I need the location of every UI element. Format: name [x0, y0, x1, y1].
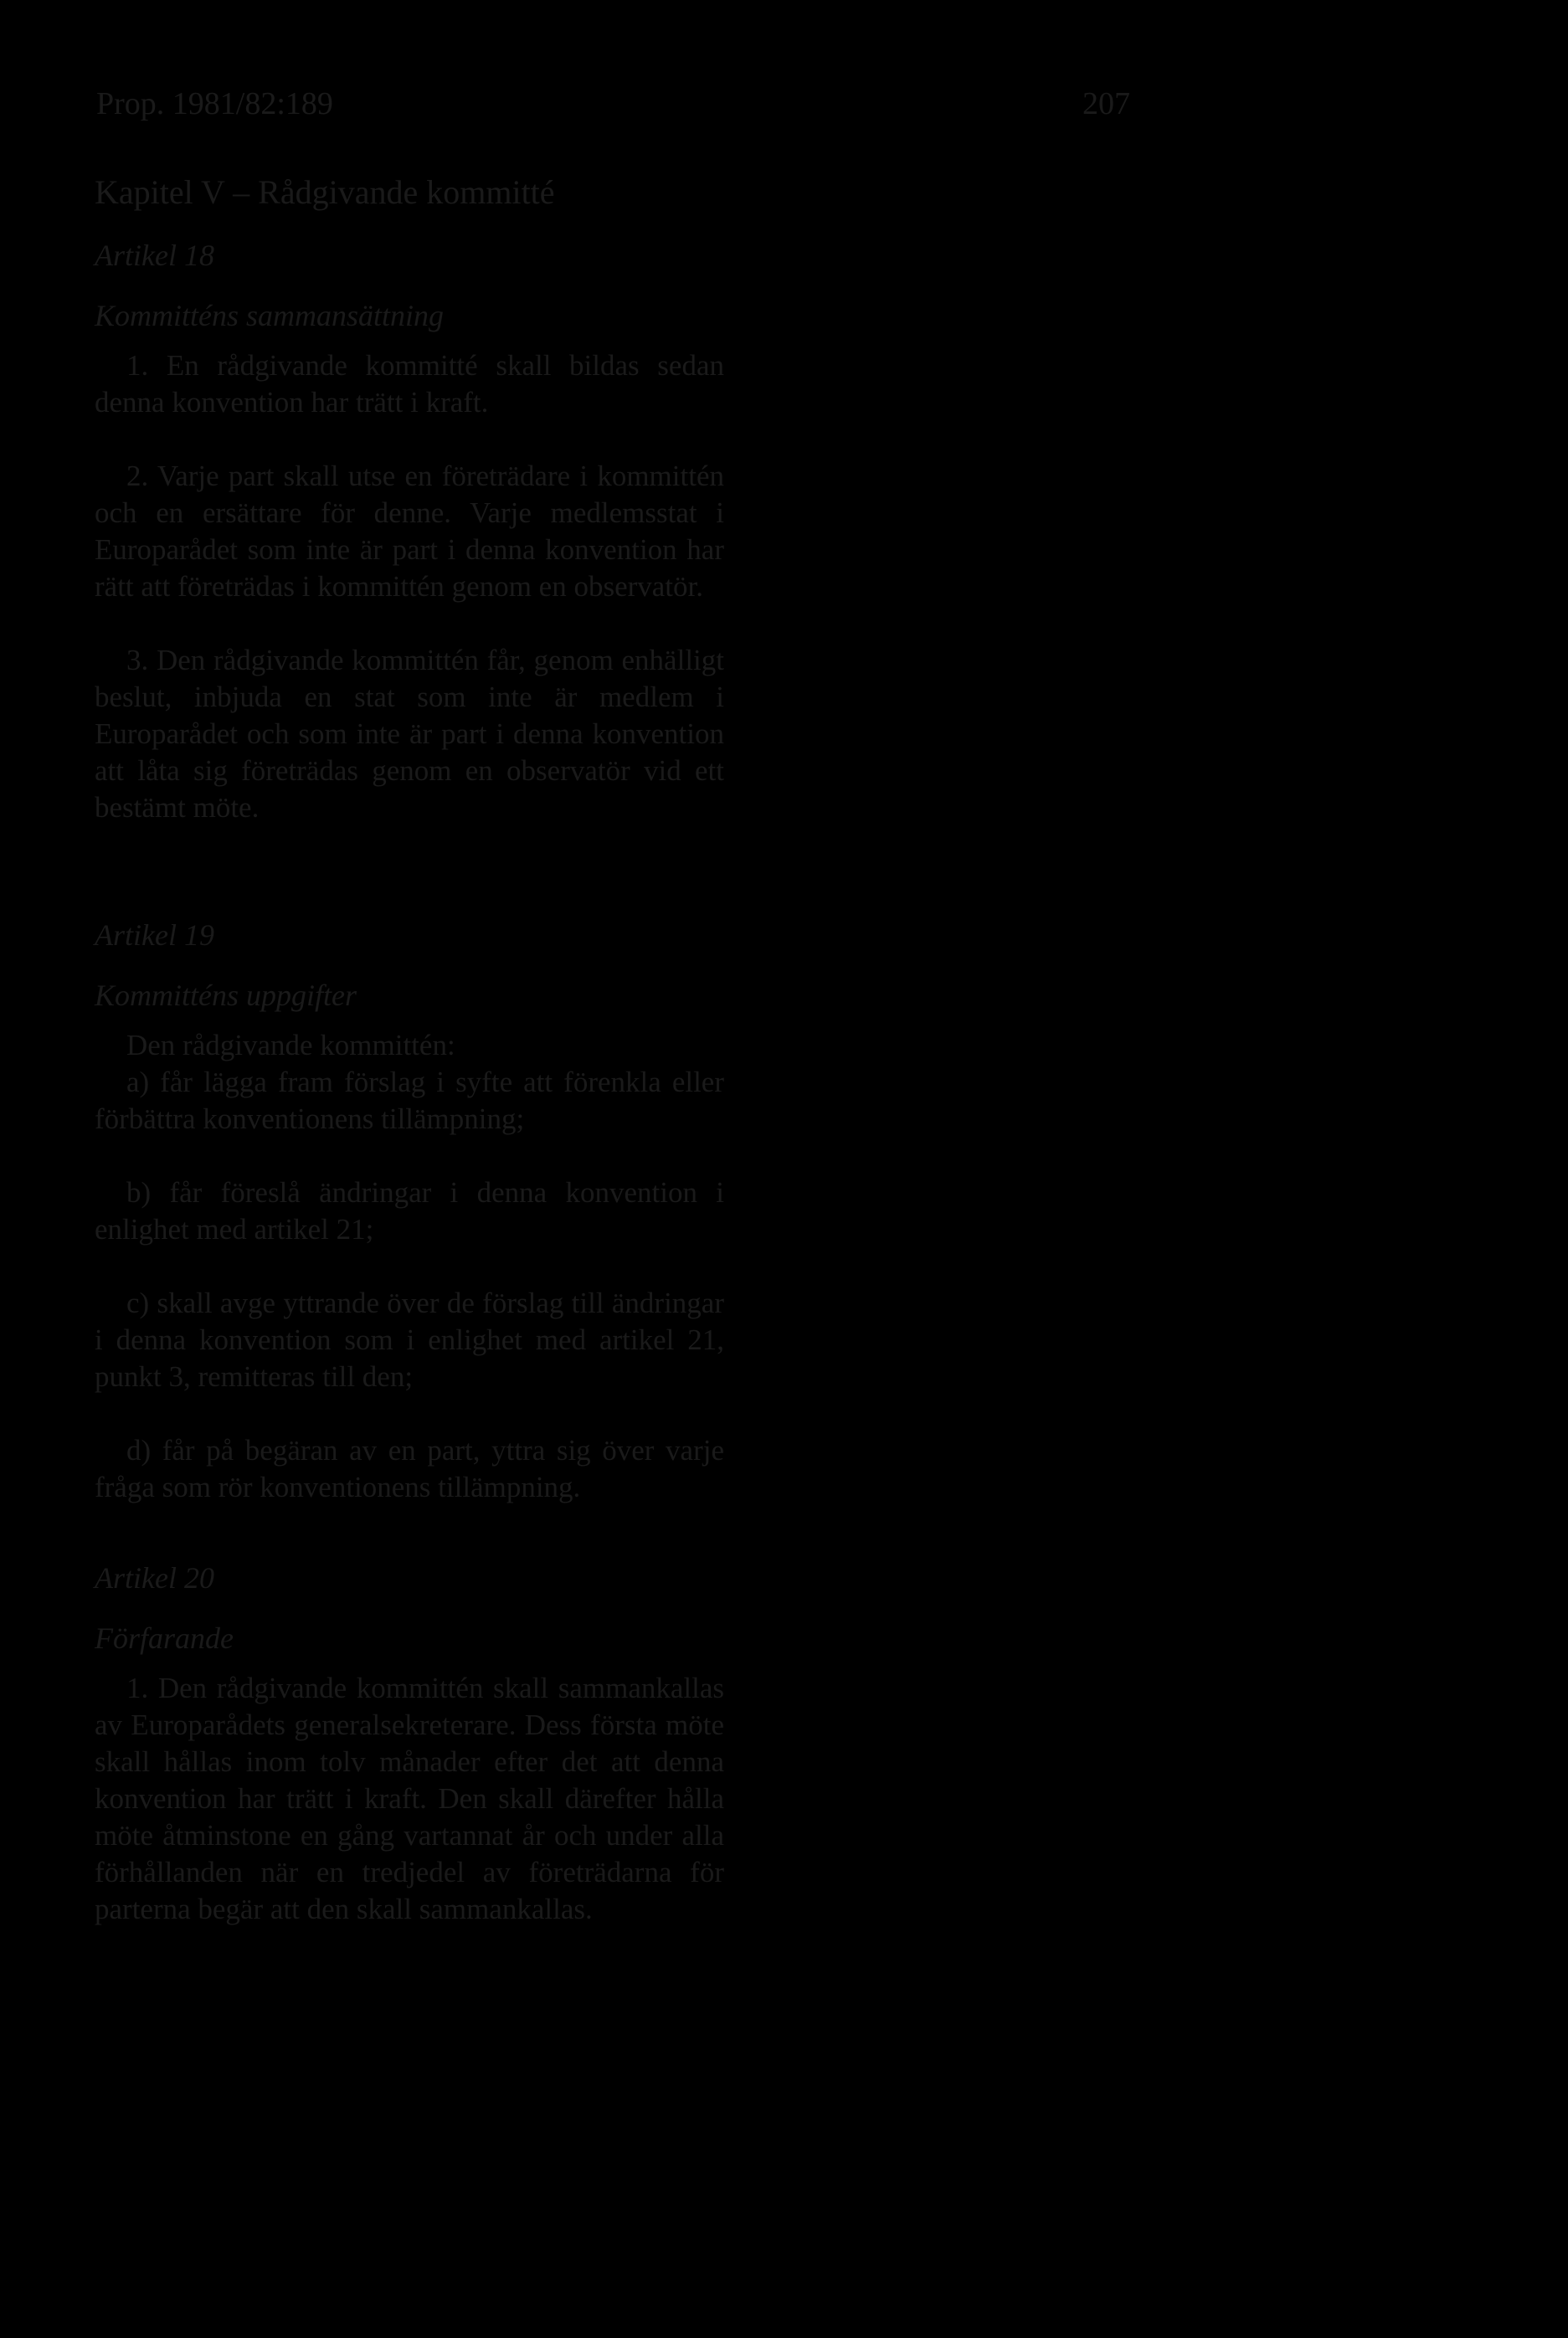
chapter-title: Kapitel V – Rådgivande kommitté: [95, 173, 555, 211]
list-intro: Den rådgivande kommittén:: [126, 1029, 455, 1061]
document-reference: Prop. 1981/82:189: [96, 86, 333, 121]
article-heading: Förfarande: [95, 1621, 234, 1655]
list-item: a) får lägga fram förslag i syfte att förenkla eller förbättra konventionens tillämpning;: [95, 1066, 724, 1135]
list-item: b) får föreslå ändringar i denna konvention i enlighet med artikel 21;: [95, 1176, 724, 1246]
article-heading: Kommitténs uppgifter: [95, 979, 357, 1012]
article-label: Artikel 19: [95, 918, 214, 952]
list-item: c) skall avge yttrande över de förslag till ändringar i denna konvention som i enlighet med artikel 21, punkt 3, remitteras till den;: [95, 1287, 724, 1393]
article-19: [95, 917, 724, 1506]
article-20: [95, 1560, 724, 1928]
article-paragraph: 2. Varje part skall utse en företrädare i kommittén och en ersättare för denne. Varje medlemsstat i Europarådet som inte är part i denna konvention har rätt att företrädas i kommittén genom en observatör.: [95, 460, 724, 603]
article-paragraph: 1. En rådgivande kommitté skall bildas sedan denna konvention har trätt i kraft.: [95, 349, 724, 419]
article-label: Artikel 20: [95, 1561, 214, 1595]
article-paragraph: 1. Den rådgivande kommittén skall sammankallas av Europarådets generalsekreterare. Dess första möte skall hållas inom tolv månader efter det att denna konvention har trätt i kraft. Den skall därefter hålla möte åtminstone en gång vartannat år och under alla förhållanden när en tredjedel av företrädarna för parterna begär att den skall sammankallas.: [95, 1672, 724, 1925]
text-column: [95, 172, 724, 2008]
article-paragraph: 3. Den rådgivande kommittén får, genom enhälligt beslut, inbjuda en stat som inte är medlem i Europarådet och som inte är part i denna konvention att låta sig företrädas genom en observatör vid ett bestämt möte.: [95, 644, 724, 824]
page-number: 207: [1082, 86, 1130, 121]
article-heading: Kommitténs sammansättning: [95, 299, 445, 332]
list-item: d) får på begäran av en part, yttra sig över varje fråga som rör konventionens tillämpning.: [95, 1434, 724, 1503]
article-label: Artikel 18: [95, 239, 214, 272]
article-18: [95, 237, 724, 826]
